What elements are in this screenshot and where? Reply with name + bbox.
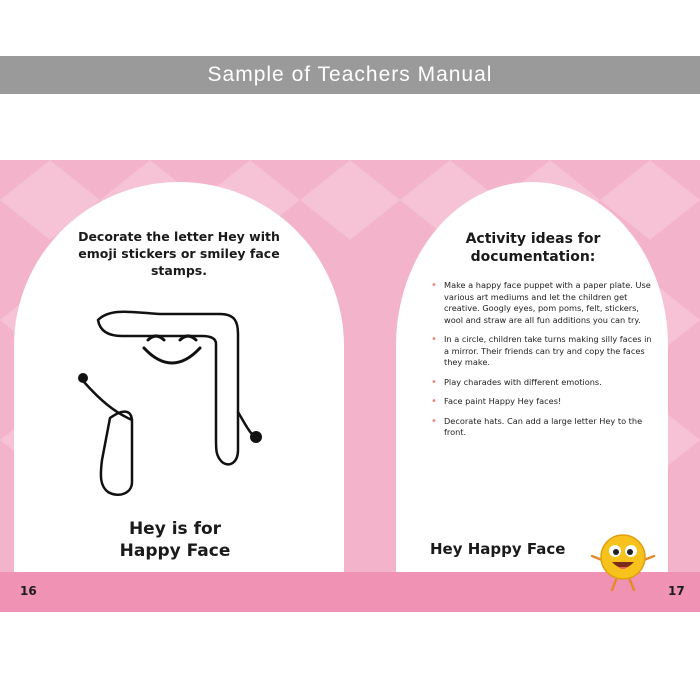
- page-number-right: 17: [668, 584, 685, 598]
- activity-list: [430, 280, 652, 447]
- letter-hey-illustration: [70, 300, 270, 500]
- banner: [0, 56, 700, 94]
- bullet-icon: •: [431, 280, 437, 291]
- activity-item: • Play charades with different emotions.: [431, 376, 602, 388]
- activity-title: [418, 230, 648, 266]
- bullet-icon: •: [431, 415, 437, 427]
- activity-item: • Face paint Happy Hey faces!: [431, 396, 562, 407]
- page-number-left: 16: [20, 584, 37, 598]
- banner-title: Sample of Teachers Manual: [207, 63, 493, 86]
- right-caption: Hey Happy Face: [430, 540, 566, 558]
- caption-line-2: Happy Face: [119, 541, 231, 561]
- activity-title-line-1: Activity ideas for: [465, 231, 601, 247]
- activity-item: • Make a happy face puppet with a paper plate. Use various art mediums and let the children get creative. Googly eyes, pom poms, felt, stickers, wool and straw are all fun additions you can try.: [431, 280, 651, 325]
- smiley-mascot-icon: [588, 530, 658, 592]
- left-caption: [70, 518, 280, 562]
- bullet-icon: •: [431, 396, 437, 407]
- caption-line-1: Hey is for: [128, 519, 222, 539]
- activity-item: • Decorate hats. Can add a large letter Hey to the front.: [431, 415, 643, 437]
- bullet-icon: •: [431, 334, 437, 345]
- bullet-icon: •: [431, 376, 437, 388]
- activity-item: • In a circle, children take turns making silly faces in a mirror. Their friends can try and copy the faces they make.: [431, 334, 652, 367]
- activity-title-line-2: documentation:: [470, 249, 596, 265]
- instruction-text: Decorate the letter Hey with emoji stickers or smiley face stamps.: [78, 229, 280, 278]
